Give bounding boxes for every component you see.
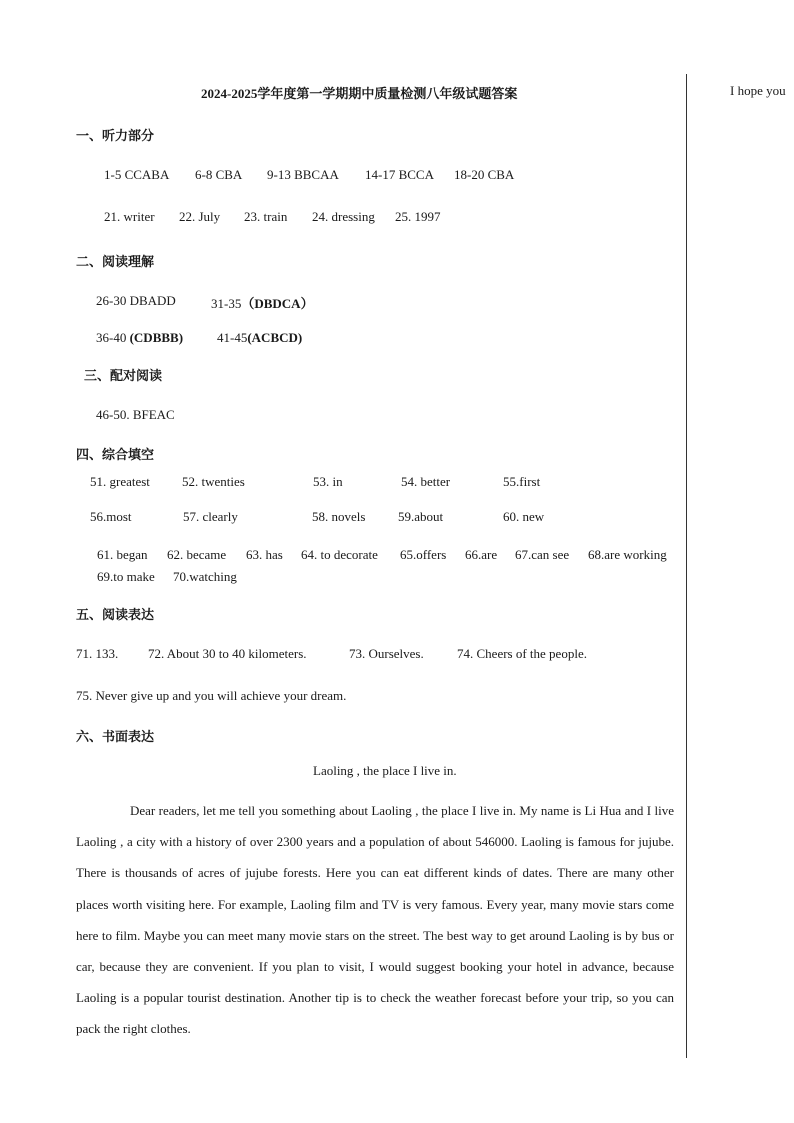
- section-heading-cloze: 四、综合填空: [76, 447, 155, 462]
- answer-item: 14-17 BCCA: [365, 167, 434, 182]
- answer-item: 75. Never give up and you will achieve your dream.: [76, 688, 347, 703]
- answer-item: 69.to make: [97, 569, 155, 584]
- answer-item: [211, 293, 314, 312]
- answer-item: 65.offers: [400, 547, 447, 562]
- answer-item: 71. 133.: [76, 646, 119, 661]
- answer-number: 36-40: [96, 330, 130, 345]
- answer-number: 41-45: [217, 330, 248, 345]
- answer-item: 21. writer: [104, 209, 155, 224]
- answer-item: 26-30 DBADD: [96, 293, 176, 308]
- answer-item: 74. Cheers of the people.: [457, 646, 587, 661]
- essay-title: Laoling , the place I live in.: [313, 763, 457, 778]
- answer-item: 54. better: [401, 474, 451, 489]
- answer-item: 51. greatest: [90, 474, 150, 489]
- answer-item: [96, 330, 183, 346]
- essay-text: Dear readers, let me tell you something about Laoling , the place I live in. My name is Li Hua and I live Laoling , a city with a history of over 2300 years and a population of about 546000. Laoling is famous for jujube. There is thousands of acres of jujube forests. Here you can eat different kinds of dates. There are many other places worth visiting here. For example, Laoling film and TV is very famous. Every year, many movie stars come here to film. Maybe you can meet many movie stars on the street. The best way to get around Laoling is by bus or car, because they are convenient. If you plan to visit, I would suggest booking your hotel in advance, because Laoling is a popular tourist destination. Another tip is to check the weather forecast before your trip, so you can pack the right clothes.: [76, 803, 674, 1037]
- answer-item: 70.watching: [173, 569, 237, 584]
- answer-letters: (ACBCD): [247, 330, 303, 345]
- answer-item: 46-50. BFEAC: [96, 407, 175, 422]
- answer-item: 25. 1997: [395, 209, 441, 224]
- answer-item: 59.about: [398, 509, 444, 524]
- answer-item: 23. train: [244, 209, 288, 224]
- section-heading-listening: 一、听力部分: [76, 128, 155, 143]
- answer-letters: (CDBBB): [129, 330, 184, 345]
- answer-item: 57. clearly: [183, 509, 238, 524]
- answer-item: 6-8 CBA: [195, 167, 243, 182]
- section-heading-writing: 六、书面表达: [76, 729, 155, 744]
- page-title: 2024-2025学年度第一学期期中质量检测八年级试题答案: [201, 86, 518, 101]
- answer-item: 1-5 CCABA: [104, 167, 170, 182]
- answer-item: 9-13 BBCAA: [267, 167, 339, 182]
- answer-item: 53. in: [313, 474, 343, 489]
- column-divider: [686, 74, 687, 1058]
- answer-item: 63. has: [246, 547, 283, 562]
- answer-number: 31-35: [211, 296, 242, 311]
- essay-body: [76, 795, 674, 1045]
- answer-item: 64. to decorate: [301, 547, 378, 562]
- section-heading-reading: 二、阅读理解: [76, 254, 155, 269]
- answer-item: 58. novels: [312, 509, 366, 524]
- section-heading-reading-expression: 五、阅读表达: [76, 607, 155, 622]
- answer-item: 52. twenties: [182, 474, 245, 489]
- answer-item: 55.first: [503, 474, 541, 489]
- section-heading-matching: 三、配对阅读: [84, 368, 163, 383]
- answer-item: 68.are working: [588, 547, 667, 562]
- answer-item: 73. Ourselves.: [349, 646, 424, 661]
- answer-item: 66.are: [465, 547, 498, 562]
- answer-item: 24. dressing: [312, 209, 375, 224]
- answer-item: 61. began: [97, 547, 148, 562]
- answer-item: 18-20 CBA: [454, 167, 515, 182]
- answer-letters: （DBDCA）: [241, 296, 314, 311]
- answer-item: 67.can see: [515, 547, 570, 562]
- answer-item: 56.most: [90, 509, 132, 524]
- answer-item: 22. July: [179, 209, 221, 224]
- answer-item: 60. new: [503, 509, 545, 524]
- side-page-text: I hope you: [730, 83, 786, 98]
- answer-item: [217, 330, 302, 346]
- answer-item: 62. became: [167, 547, 227, 562]
- answer-item: 72. About 30 to 40 kilometers.: [148, 646, 307, 661]
